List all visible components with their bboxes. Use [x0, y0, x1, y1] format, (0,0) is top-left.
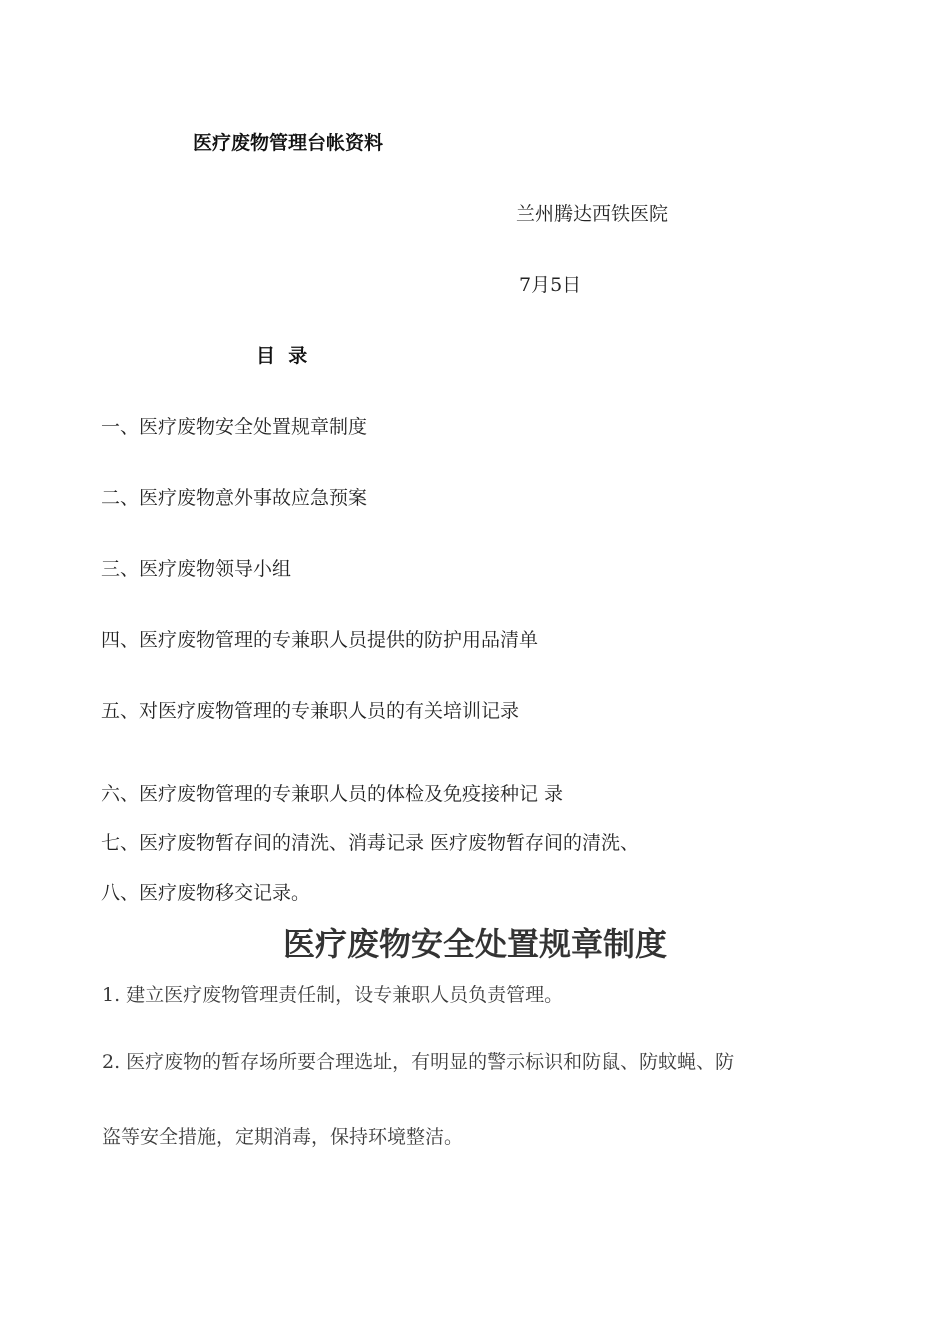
toc-heading: 目 录 — [256, 345, 308, 367]
rule-paragraph-2-continued: 盗等安全措施，定期消毒，保持环境整洁。 — [102, 1126, 464, 1148]
toc-item-2: 二、医疗废物意外事故应急预案 — [101, 487, 368, 509]
toc-item-7: 七、医疗废物暂存间的清洗、消毒记录 医疗废物暂存间的清洗、 — [101, 832, 640, 854]
toc-item-4: 四、医疗废物管理的专兼职人员提供的防护用品清单 — [101, 629, 539, 651]
toc-item-3: 三、医疗废物领导小组 — [101, 558, 292, 580]
section-title: 医疗废物安全处置规章制度 — [282, 925, 667, 963]
toc-item-1: 一、医疗废物安全处置规章制度 — [101, 416, 368, 438]
toc-item-6: 六、医疗废物管理的专兼职人员的体检及免疫接种记 录 — [101, 783, 564, 805]
rule-paragraph-2: 2. 医疗废物的暂存场所要合理选址，有明显的警示标识和防鼠、防蚊蝇、防 — [102, 1051, 735, 1073]
document-date: 7月5日 — [519, 274, 582, 296]
organization-name: 兰州腾达西铁医院 — [516, 203, 669, 225]
rule-paragraph-1: 1. 建立医疗废物管理责任制，设专兼职人员负责管理。 — [102, 984, 564, 1006]
toc-item-8: 八、医疗废物移交记录。 — [101, 882, 311, 904]
toc-item-5: 五、对医疗废物管理的专兼职人员的有关培训记录 — [101, 700, 520, 722]
document-title: 医疗废物管理台帐资料 — [193, 132, 384, 154]
